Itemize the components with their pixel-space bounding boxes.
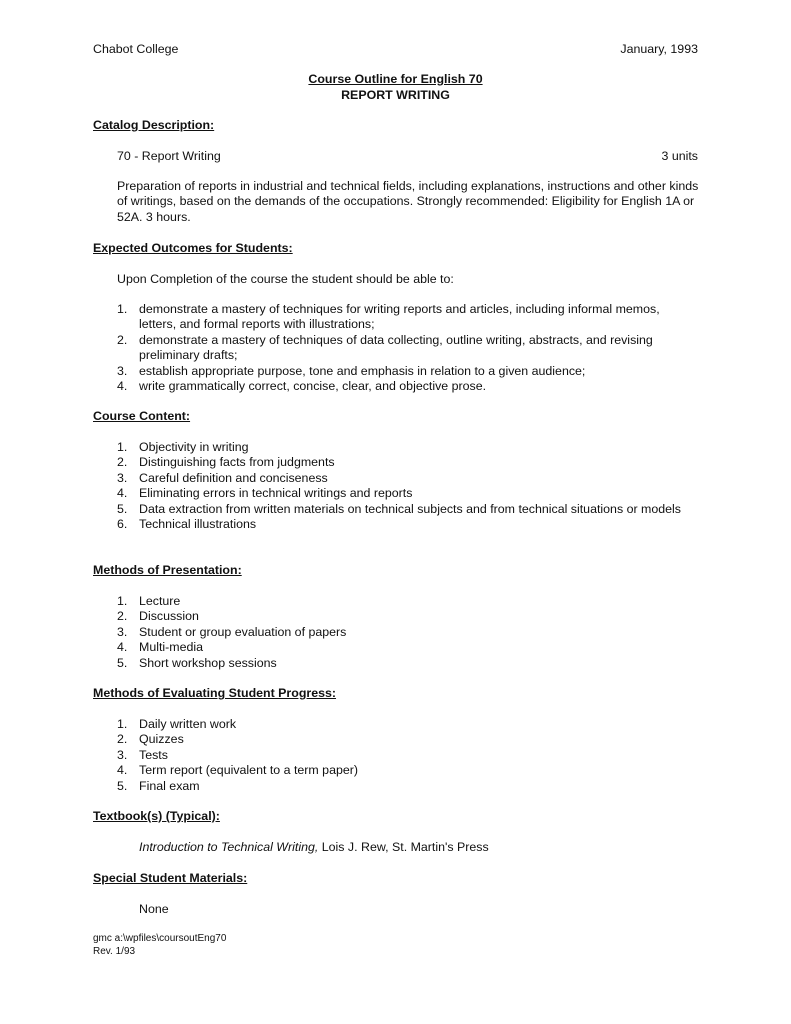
list-item: 1. Objectivity in writing (117, 440, 249, 454)
catalog-description: Preparation of reports in industrial and technical fields, including explanations, instructions and other kinds of writings, based on the demands of the occupations. Strongly recommended: Eligibility for English 1A or 52A. 3 hours. (117, 179, 699, 224)
document-title (0, 72, 791, 103)
list-item: 2. Quizzes (117, 732, 184, 747)
college-name: Chabot College (93, 42, 179, 56)
page-footer (93, 933, 226, 958)
catalog-heading: Catalog Description: (93, 118, 215, 132)
footer-revision: Rev. 1/93 (93, 945, 136, 957)
catalog-units: 3 units (661, 149, 698, 163)
list-item: 6. Technical illustrations (117, 517, 257, 532)
list-item: 2. demonstrate a mastery of techniques of data collecting, outline writing, abstracts, and revising preliminary drafts; (117, 332, 653, 363)
list-item: 4. write grammatically correct, concise, clear, and objective prose. (117, 379, 487, 394)
page-header (93, 42, 698, 58)
document-date: January, 1993 (620, 42, 698, 56)
catalog-course: 70 - Report Writing (117, 149, 221, 163)
footer-file-path: gmc a:\wpfiles\coursoutEng70 (93, 933, 227, 944)
list-item: 3. establish appropriate purpose, tone and emphasis in relation to a given audience; (117, 363, 586, 378)
list-item: 1. Lecture (117, 594, 181, 608)
list-item: 2. Discussion (117, 609, 199, 624)
list-item: 1. demonstrate a mastery of techniques for writing reports and articles, including informal memos, letters, and formal reports with illustrations; (117, 302, 660, 332)
list-item: 5. Short workshop sessions (117, 655, 277, 670)
presentation-heading: Methods of Presentation: (93, 563, 242, 577)
textbooks-heading: Textbook(s) (Typical): (93, 809, 220, 823)
list-item: 1. Daily written work (117, 717, 237, 731)
outcomes-list (117, 302, 687, 394)
list-item: 5. Final exam (117, 778, 200, 793)
materials-value: None (139, 902, 169, 916)
content-heading: Course Content: (93, 409, 191, 423)
textbook-entry (139, 840, 489, 854)
course-outline-title: Course Outline for English 70 (308, 72, 483, 86)
evaluation-heading: Methods of Evaluating Student Progress: (93, 686, 337, 700)
content-list (117, 440, 687, 532)
outcomes-intro: Upon Completion of the course the student should be able to: (117, 272, 454, 286)
list-item: 2. Distinguishing facts from judgments (117, 455, 335, 470)
list-item: 4. Term report (equivalent to a term paper) (117, 763, 358, 778)
list-item: 4. Eliminating errors in technical writings and reports (117, 486, 413, 501)
list-item: 3. Careful definition and conciseness (117, 470, 328, 485)
list-item: 3. Student or group evaluation of papers (117, 624, 347, 639)
outcomes-heading: Expected Outcomes for Students: (93, 241, 293, 255)
evaluation-list (117, 717, 687, 794)
materials-heading: Special Student Materials: (93, 871, 248, 885)
course-name-title: REPORT WRITING (341, 87, 450, 102)
textbook-title: Introduction to Technical Writing, (139, 840, 319, 854)
list-item: 4. Multi-media (117, 640, 204, 655)
list-item: 3. Tests (117, 747, 168, 762)
presentation-list (117, 594, 687, 671)
textbook-author-publisher: Lois J. Rew, St. Martin's Press (318, 840, 489, 854)
list-item: 5. Data extraction from written materials on technical subjects and from technical situations or models (117, 501, 681, 516)
